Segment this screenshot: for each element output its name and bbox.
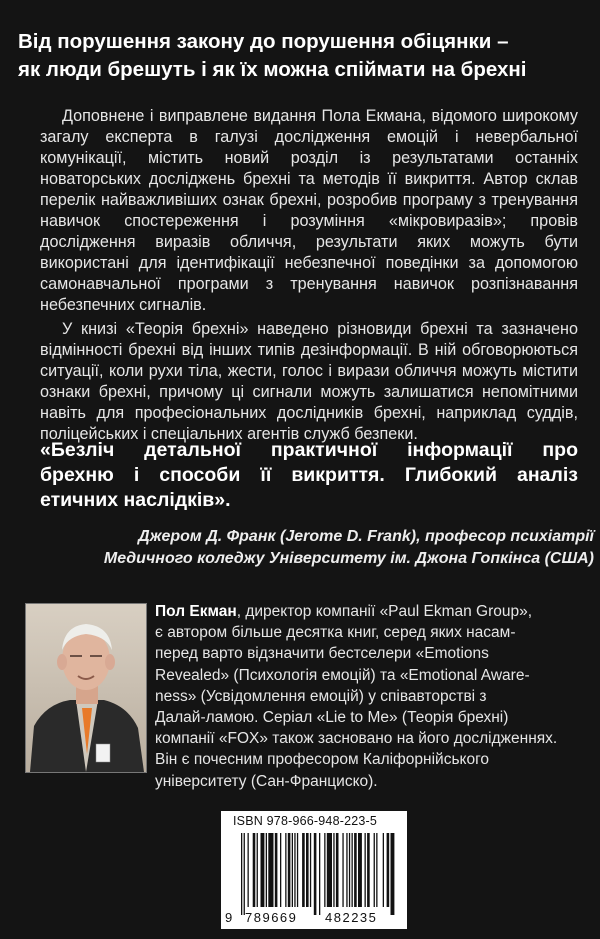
barcode-bar [310,833,311,907]
bio-line-8: Він є почесним професором Каліфорнійського [155,751,490,769]
barcode-bar [306,833,309,907]
barcode-bar [333,833,334,907]
barcode-bar [367,833,370,907]
bio-line-3: перед варто відзначити бестселери «Emotions [155,645,489,663]
barcode-bar [346,833,347,907]
barcode-bars [227,833,401,915]
author-photo [25,603,147,773]
barcode-bar [244,833,245,915]
bio-line-7: компанії «FOX» також засновано на його дослідженнях. [155,730,558,748]
barcode-bar [358,833,362,907]
isbn-barcode [221,811,407,929]
isbn-number: ISBN 978-966-948-223-5 [233,814,378,828]
headline-line-2: як люди брешуть і як їх можна спіймати на брехні [18,58,527,81]
bio-line-9: університету (Сан-Франциско). [155,772,378,790]
barcode-bar [292,833,293,907]
barcode-bar [319,833,320,915]
attribution-line-2: Медичного коледжу Університету ім. Джона Гопкінса (США) [103,550,594,567]
barcode-bar [261,833,265,907]
barcode-digit-first: 9 [225,910,234,925]
author-bio [155,601,600,792]
review-quote [40,438,578,513]
bio-line-1-rest: , директор компанії «Paul Ekman Group», [236,603,533,620]
author-portrait-image [26,604,146,772]
barcode-bar [387,833,390,907]
bio-line-2: є автором більше десятка книг, серед яких насам- [155,624,516,642]
quote-line-2: брехню і способи її викриття. Глибокий аналіз [40,464,578,486]
barcode-bar [365,833,366,907]
barcode-digits-right: 482235 [325,910,378,925]
barcode-bar [294,833,295,907]
bio-line-6: Далай-ламою. Серіал «Lie to Me» (Теорія брехні) [155,709,509,727]
barcode-bar [297,833,298,907]
description [40,106,578,445]
barcode-digits-left: 789669 [245,910,298,925]
quote-line-1: «Безліч детальної практичної інформації про [40,439,578,461]
barcode-bar [248,833,249,907]
bio-line-1 [155,601,600,622]
barcode-bar [342,833,343,907]
barcode-bar [275,833,278,907]
quote-line-3: етичних наслідків». [40,489,231,511]
barcode-bar [336,833,339,907]
barcode-bar [268,833,273,907]
barcode-bar [376,833,377,907]
headline [18,28,593,84]
barcode-bar [253,833,256,907]
barcode-bar [257,833,258,907]
barcode-bar [241,833,242,915]
barcode-bar [374,833,375,907]
barcode-bar [324,833,325,907]
author-name: Пол Екман [155,603,237,620]
barcode-bar [391,833,395,915]
description-paragraph-1: Доповнене і виправлене видання Пола Екмана, відомого широкому загалу експерта в галузі дослідження емоцій і невербальної комунікації, містить новий розділ із результатами останніх новаторських досліджень брехні та методів її викриття. Автор склав перелік найважливіших ознак брехні, розробив програму з тренування навичок спостереження і розуміння «мікровиразів»; провів дослідження виразів обличчя, результати яких можуть бути використані для ідентифікації небезпечної поведінки за допомогою самонавчальної програми з тренування навичок розпізнавання небезпечних сигналів. [40,107,578,314]
barcode-bar [352,833,353,907]
attribution-line-1: Джером Д. Франк (Jerome D. Frank), професор психіатрії [138,528,594,545]
barcode-bar [280,833,281,907]
barcode-bar [266,833,267,907]
description-paragraph-2: У книзі «Теорія брехні» наведено різновиди брехні та зазначено відмінності брехні від інших типів дезінформації. В ній обговорюються ситуації, коли рухи тіла, жести, голос і вирази обличчя можуть містити ознаки брехні, причому ці сигнали можуть залишатися непомітними навіть для професіональних дослідників брехні, наприклад суддів, поліцейських і спеціальних агентів служб безпеки. [40,320,578,443]
barcode-bar [354,833,357,907]
barcode-bar [327,833,332,907]
barcode-bar [288,833,291,907]
barcode-bar [349,833,350,907]
bio-line-4: Revealed» (Психологія емоцій) та «Emotional Aware- [155,666,530,684]
bio-line-5: ness» (Усвідомлення емоцій) у співавторстві з [155,687,487,705]
barcode-bar [285,833,286,907]
quote-attribution [30,526,594,570]
barcode-bar [302,833,305,907]
headline-line-1: Від порушення закону до порушення обіцянки – [18,30,509,53]
barcode-bar [314,833,317,915]
barcode-bar [383,833,384,907]
